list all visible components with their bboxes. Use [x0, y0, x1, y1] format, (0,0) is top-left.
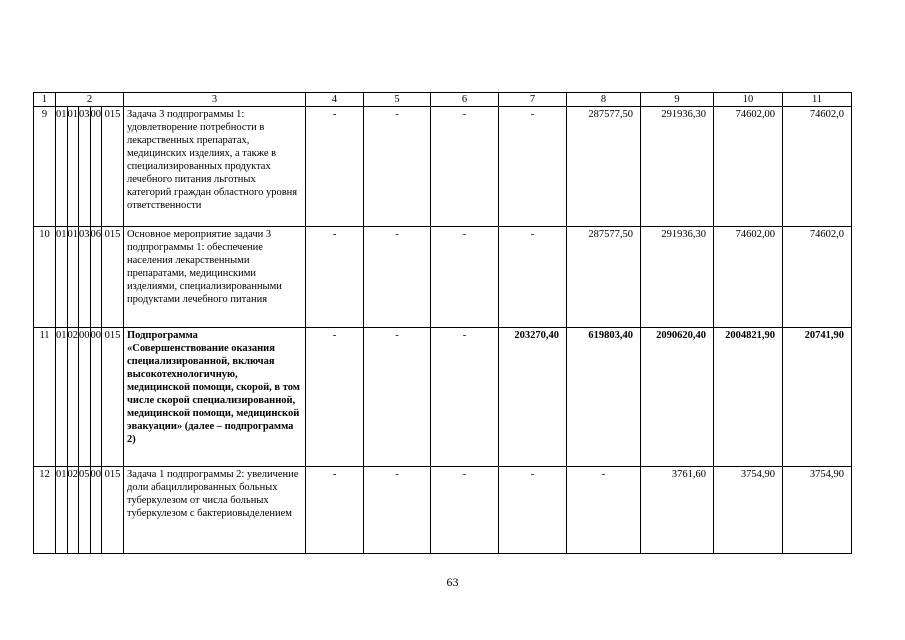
- value-col-7: -: [499, 227, 567, 328]
- budget-table: [33, 92, 852, 554]
- code-program: 01: [56, 227, 68, 328]
- table-row: [34, 328, 852, 467]
- value-col-11: 20741,90: [783, 328, 852, 467]
- value-col-9: 3761,60: [641, 467, 714, 554]
- code-subprogram: 02: [67, 328, 79, 467]
- value-col-10: 2004821,90: [714, 328, 783, 467]
- header-cell-7: 7: [499, 93, 567, 107]
- value-col-5: -: [364, 328, 431, 467]
- value-col-9: 291936,30: [641, 227, 714, 328]
- code-subprogram: 01: [67, 227, 79, 328]
- row-description: Подпрограмма «Совершенствование оказания специализированной, включая высокотехнологичную, медицинской помощи, скорой, в том числе скорой специализированной, медицинской помощи, медицинской эвакуации» (далее – подпрограмма 2): [124, 328, 306, 467]
- table-row: [34, 467, 852, 554]
- row-number: 9: [34, 107, 56, 227]
- row-description: Основное мероприятие задачи 3 подпрограммы 1: обеспечение населения лекарственными препаратами, медицинскими изделиями, специализированными продуктами лечебного питания: [124, 227, 306, 328]
- row-number: 11: [34, 328, 56, 467]
- value-col-7: -: [499, 467, 567, 554]
- table-row: [34, 107, 852, 227]
- header-cell-6: 6: [431, 93, 499, 107]
- value-col-5: -: [364, 467, 431, 554]
- value-col-9: 291936,30: [641, 107, 714, 227]
- value-col-5: -: [364, 227, 431, 328]
- value-col-6: -: [431, 328, 499, 467]
- value-col-8: 287577,50: [567, 227, 641, 328]
- header-cell-11: 11: [783, 93, 852, 107]
- row-description: Задача 3 подпрограммы 1: удовлетворение потребности в лекарственных препаратах, медицинских изделиях, а также в специализированных продуктах лечебного питания льготных категорий граждан областного уровня ответственности: [124, 107, 306, 227]
- code-executor: 015: [102, 227, 124, 328]
- value-col-10: 74602,00: [714, 107, 783, 227]
- table-row: [34, 227, 852, 328]
- header-cell-5: 5: [364, 93, 431, 107]
- row-description: Задача 1 подпрограммы 2: увеличение доли абациллированных больных туберкулезом от числа больных туберкулезом с бактериовыделением: [124, 467, 306, 554]
- value-col-4: -: [306, 227, 364, 328]
- code-executor: 015: [102, 107, 124, 227]
- header-cell-1: 1: [34, 93, 56, 107]
- row-number: 12: [34, 467, 56, 554]
- value-col-6: -: [431, 107, 499, 227]
- header-cell-10: 10: [714, 93, 783, 107]
- row-number: 10: [34, 227, 56, 328]
- code-subprogram: 02: [67, 467, 79, 554]
- value-col-9: 2090620,40: [641, 328, 714, 467]
- header-cell-2: 2: [56, 93, 124, 107]
- value-col-10: 74602,00: [714, 227, 783, 328]
- value-col-4: -: [306, 328, 364, 467]
- header-cell-4: 4: [306, 93, 364, 107]
- value-col-11: 3754,90: [783, 467, 852, 554]
- header-cell-8: 8: [567, 93, 641, 107]
- header-cell-3: 3: [124, 93, 306, 107]
- value-col-6: -: [431, 227, 499, 328]
- code-task: 03: [79, 107, 91, 227]
- code-task: 03: [79, 227, 91, 328]
- code-task: 05: [79, 467, 91, 554]
- value-col-4: -: [306, 107, 364, 227]
- value-col-8: 619803,40: [567, 328, 641, 467]
- value-col-11: 74602,0: [783, 227, 852, 328]
- code-executor: 015: [102, 328, 124, 467]
- value-col-5: -: [364, 107, 431, 227]
- code-event: 06: [90, 227, 102, 328]
- code-program: 01: [56, 328, 68, 467]
- code-event: 00: [90, 467, 102, 554]
- code-event: 00: [90, 328, 102, 467]
- value-col-8: 287577,50: [567, 107, 641, 227]
- code-event: 00: [90, 107, 102, 227]
- code-executor: 015: [102, 467, 124, 554]
- value-col-7: 203270,40: [499, 328, 567, 467]
- value-col-7: -: [499, 107, 567, 227]
- value-col-10: 3754,90: [714, 467, 783, 554]
- code-program: 01: [56, 467, 68, 554]
- value-col-11: 74602,0: [783, 107, 852, 227]
- code-task: 00: [79, 328, 91, 467]
- header-row: [34, 93, 852, 107]
- page-number: 63: [446, 575, 459, 589]
- code-subprogram: 01: [67, 107, 79, 227]
- value-col-6: -: [431, 467, 499, 554]
- header-cell-9: 9: [641, 93, 714, 107]
- code-program: 01: [56, 107, 68, 227]
- value-col-4: -: [306, 467, 364, 554]
- value-col-8: -: [567, 467, 641, 554]
